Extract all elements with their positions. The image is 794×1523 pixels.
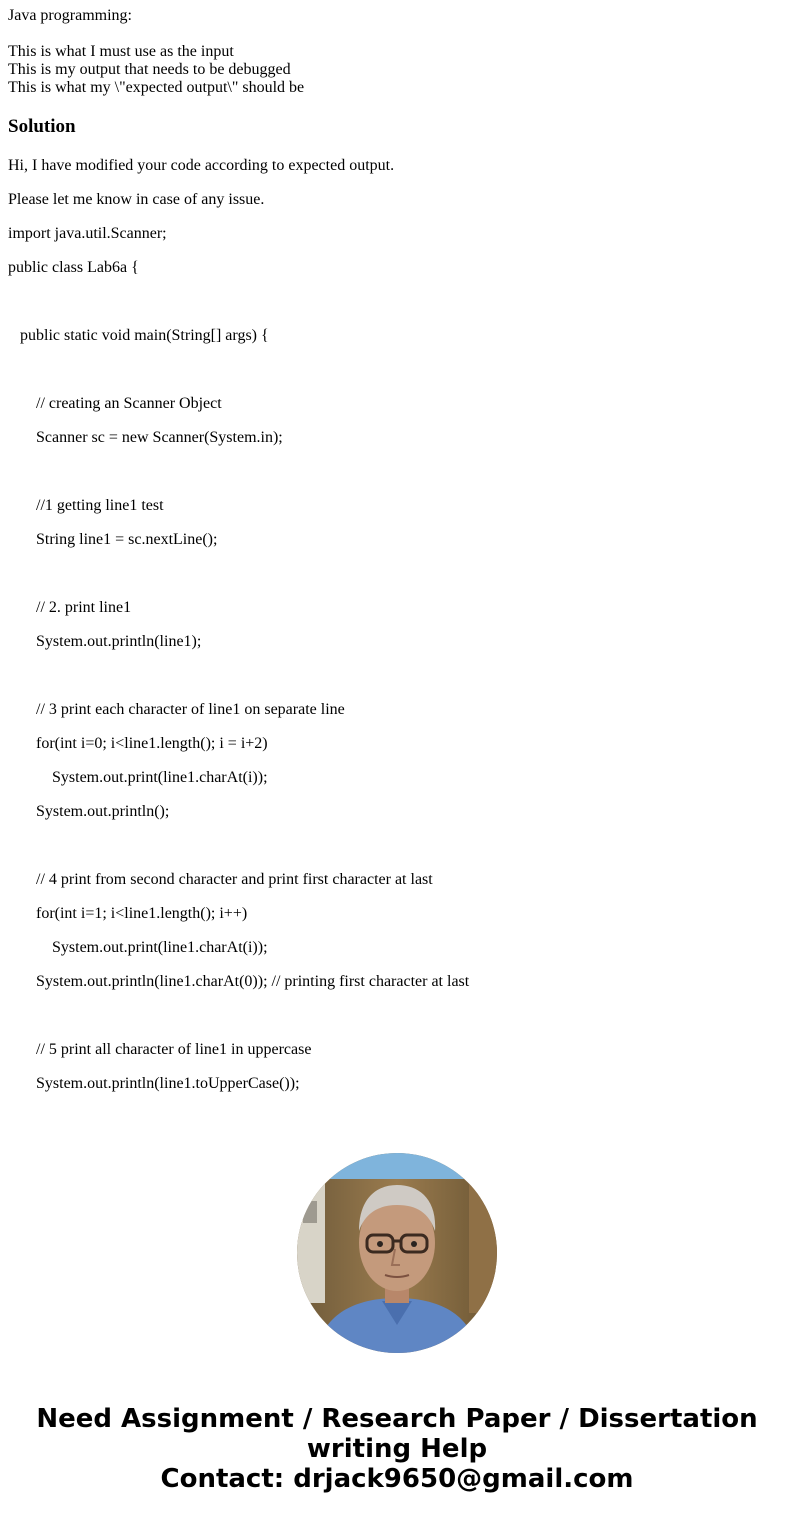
footer-contact <box>0 1404 794 1494</box>
question-intro <box>8 7 786 97</box>
code-line: //1 getting line1 test <box>8 497 164 514</box>
question-line: This is what my \"expected output\" should be <box>8 79 305 96</box>
solution-paragraph: Hi, I have modified your code according to expected output. <box>8 157 395 174</box>
question-line: This is what I must use as the input <box>8 43 234 60</box>
code-line: for(int i=1; i<line1.length(); i++) <box>8 905 248 922</box>
code-line: System.out.println(); <box>8 803 170 820</box>
footer-line: Need Assignment / Research Paper / Dissertation <box>36 1404 758 1434</box>
code-line: public class Lab6a { <box>8 259 139 276</box>
code-line: System.out.print(line1.charAt(i)); <box>8 769 268 786</box>
code-line: // 2. print line1 <box>8 599 132 616</box>
code-line: System.out.println(line1.charAt(0)); // printing first character at last <box>8 973 470 990</box>
code-line: public static void main(String[] args) { <box>8 327 269 344</box>
question-title: Java programming: <box>8 7 132 24</box>
question-line: This is my output that needs to be debugged <box>8 61 291 78</box>
code-line: System.out.println(line1); <box>8 633 202 650</box>
code-line: // 3 print each character of line1 on separate line <box>8 701 345 718</box>
code-line: for(int i=0; i<line1.length(); i = i+2) <box>8 735 268 752</box>
code-line: Scanner sc = new Scanner(System.in); <box>8 429 283 446</box>
footer-line: writing Help <box>306 1434 488 1464</box>
code-line: // creating an Scanner Object <box>8 395 222 412</box>
code-line: import java.util.Scanner; <box>8 225 167 242</box>
code-line: // 5 print all character of line1 in uppercase <box>8 1041 312 1058</box>
code-line: // 4 print from second character and print first character at last <box>8 871 433 888</box>
solution-paragraph: Please let me know in case of any issue. <box>8 191 265 208</box>
code-line: System.out.println(line1.toUpperCase()); <box>8 1075 300 1092</box>
footer-email: Contact: drjack9650@gmail.com <box>160 1464 634 1494</box>
code-line: System.out.print(line1.charAt(i)); <box>8 939 268 956</box>
avatar <box>297 1153 497 1353</box>
code-line: String line1 = sc.nextLine(); <box>8 531 218 548</box>
solution-heading: Solution <box>8 116 76 137</box>
